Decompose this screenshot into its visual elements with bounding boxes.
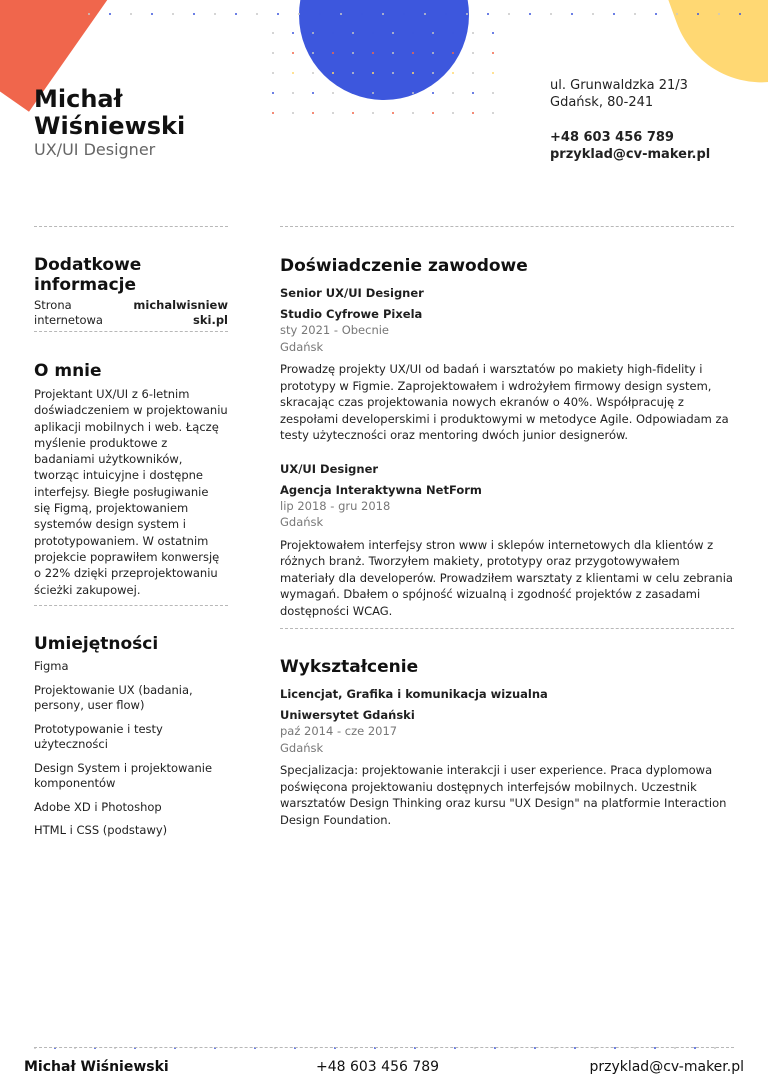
divider [34, 331, 228, 332]
footer-divider [34, 1047, 734, 1048]
decorative-dot [392, 32, 394, 34]
experience-section [280, 256, 734, 619]
education-section [280, 657, 734, 828]
decorative-dot [452, 92, 454, 94]
decorative-dot [718, 13, 720, 15]
decorative-dot [372, 32, 374, 34]
decorative-dot [312, 72, 314, 74]
decorative-dot [235, 13, 237, 15]
about-text: Projektant UX/UI z 6-letnim doświadczeniem w projektowaniu aplikacji mobilnych i web. Łączę myślenie produktowe z badaniami użytkowników, tworząc intuicyjne i dostępne interfejsy. Biegłe posługiwanie się Figmą, projektowaniem systemów design system i prototypowaniem. W ostatnim projekcie poprawiłem konwersję o 22% dzięki przeprojektowaniu ścieżki zakupowej. [34, 387, 228, 597]
decorative-dot [392, 92, 394, 94]
job-entry [280, 461, 734, 620]
decorative-dot [372, 112, 374, 114]
decorative-dot [256, 13, 258, 15]
job-description: Projektowałem interfejsy stron www i sklepów internetowych dla klientów z różnych branż. Tworzyłem makiety, prototypy oraz przygotowywałem materiały dla developerów. Prowadziłem warsztaty z klientami w celu zebrania wymagań. Dbałem o spójność wizualną i zgodność projektów z zasadami dostępności WCAG. [280, 537, 733, 618]
decorative-dot [529, 13, 531, 15]
decorative-dot [412, 112, 414, 114]
decorative-dot [292, 72, 294, 74]
decorative-dot [272, 52, 274, 54]
decorative-dot [272, 92, 274, 94]
job-description: Prowadzę projekty UX/UI od badań i warsztatów po makiety high-fidelity i prototypy w Figmie. Zaprojektowałem i wdrożyłem firmowy design system, skracając czas projektowania nowych ekranów o 40%. Współpracuję z zespołami developerskimi i produktowymi w metodyce Agile. Odpowiadam za testy użyteczności oraz mentoring dwóch junior designerów. [280, 362, 729, 442]
website-row [34, 298, 228, 328]
skill-item: Projektowanie UX (badania, persony, user flow) [34, 682, 193, 712]
website-link[interactable]: michalwisniewski.pl [133, 298, 228, 327]
footer-email: przyklad@cv-maker.pl [589, 1059, 744, 1075]
education-description: Specjalizacja: projektowanie interakcji i user experience. Praca dyplomowa poświęcona projektowaniu dostępnych interfejsów mobilnych. Uczestnik warsztatów Design Thinking oraz kursu "UX Design" na platformie Interaction Design Foundation. [280, 763, 727, 827]
decorative-dot [130, 13, 132, 15]
decorative-dot [424, 13, 426, 15]
education-entry [280, 686, 734, 828]
skill-item: HTML i CSS (podstawy) [34, 823, 168, 837]
decorative-dot [172, 13, 174, 15]
decorative-dot [352, 72, 354, 74]
decorative-dot [312, 32, 314, 34]
decorative-dot [277, 13, 279, 15]
decorative-dot [613, 13, 615, 15]
decorative-dot [403, 13, 405, 15]
decorative-dot [492, 52, 494, 54]
skills-section [34, 634, 228, 839]
decorative-dot [452, 52, 454, 54]
decorative-dot [655, 13, 657, 15]
footer-phone: +48 603 456 789 [316, 1059, 440, 1075]
section-heading: Doświadczenie zawodowe [280, 256, 528, 276]
decorative-dot [332, 52, 334, 54]
job-company: Agencja Interaktywna NetForm [280, 482, 482, 497]
decorative-dot [432, 72, 434, 74]
job-role: UX/UI Designer [280, 461, 379, 476]
skill-item: Adobe XD i Photoshop [34, 799, 162, 814]
decorative-dot [550, 13, 552, 15]
decorative-dot [466, 13, 468, 15]
decorative-dot [292, 52, 294, 54]
skill-item: Figma [34, 659, 69, 673]
section-heading: Wykształcenie [280, 657, 419, 677]
decorative-dot [372, 52, 374, 54]
decorative-dot [432, 32, 434, 34]
decorative-dot [332, 32, 334, 34]
decorative-dot [352, 92, 354, 94]
divider [280, 226, 734, 227]
address-line-1: ul. Grunwaldzka 21/3 [550, 78, 688, 93]
footer-name: Michał Wiśniewski [24, 1059, 169, 1075]
decorative-dot [412, 32, 414, 34]
decorative-dot [432, 52, 434, 54]
education-degree: Licencjat, Grafika i komunikacja wizualna [280, 687, 548, 701]
decorative-dot [298, 13, 300, 15]
decorative-dot [292, 32, 294, 34]
decorative-dot [492, 72, 494, 74]
decorative-dot [697, 13, 699, 15]
decorative-dot [312, 52, 314, 54]
decorative-dot [392, 72, 394, 74]
decorative-dot [472, 72, 474, 74]
decorative-dot [88, 13, 90, 15]
email: przyklad@cv-maker.pl [550, 147, 711, 162]
contact-block [550, 77, 710, 163]
decorative-dot [634, 13, 636, 15]
skill-item: Prototypowanie i testy użyteczności [34, 721, 163, 751]
last-name: Wiśniewski [34, 112, 186, 140]
about-section [34, 361, 228, 598]
decorative-dot [272, 32, 274, 34]
decorative-dot [392, 112, 394, 114]
decorative-dot [382, 13, 384, 15]
website-label: Strona internetowa [34, 298, 103, 327]
skills-list [34, 659, 228, 839]
first-name: Michał [34, 85, 123, 113]
decorative-dot [332, 92, 334, 94]
decorative-dot [487, 13, 489, 15]
decorative-dot [492, 32, 494, 34]
decorative-dot [412, 52, 414, 54]
decorative-dot [352, 52, 354, 54]
decorative-dot [292, 112, 294, 114]
decorative-dot [412, 72, 414, 74]
decorative-dot [319, 13, 321, 15]
address-line-2: Gdańsk, 80-241 [550, 95, 654, 110]
decorative-dot [508, 13, 510, 15]
decorative-dot [676, 13, 678, 15]
education-school: Uniwersytet Gdański [280, 708, 415, 722]
section-heading: Dodatkowe informacje [34, 255, 142, 295]
decorative-dot [292, 92, 294, 94]
decorative-dot [445, 13, 447, 15]
divider [34, 605, 228, 606]
decorative-dot [392, 52, 394, 54]
decorative-dot [109, 13, 111, 15]
decorative-dot [372, 92, 374, 94]
decorative-dot [472, 92, 474, 94]
decorative-dot [352, 112, 354, 114]
decorative-dot [332, 112, 334, 114]
decorative-dot [432, 112, 434, 114]
decorative-dot [571, 13, 573, 15]
decorative-dot [412, 92, 414, 94]
section-heading: O mnie [34, 361, 102, 381]
divider [280, 628, 734, 629]
decorative-dot [372, 72, 374, 74]
job-role: Senior UX/UI Designer [280, 286, 424, 300]
job-location: Gdańsk [280, 515, 324, 529]
decorative-dot [432, 92, 434, 94]
decorative-dot [312, 112, 314, 114]
job-dates: lip 2018 - gru 2018 [280, 498, 391, 513]
job-entry [280, 285, 734, 444]
decorative-dot [214, 13, 216, 15]
decorative-dot [492, 112, 494, 114]
decorative-dot [312, 92, 314, 94]
decorative-dot [472, 52, 474, 54]
decorative-dot [472, 32, 474, 34]
decorative-dot [151, 13, 153, 15]
additional-info-section [34, 255, 228, 328]
education-location: Gdańsk [280, 740, 324, 755]
divider [34, 226, 228, 227]
decorative-dot [739, 13, 741, 15]
decorative-dot [452, 112, 454, 114]
decorative-dot [352, 32, 354, 34]
section-heading: Umiejętności [34, 634, 159, 654]
decorative-blue-circle [299, 0, 469, 100]
decorative-dot [340, 13, 342, 15]
job-location: Gdańsk [280, 339, 324, 354]
education-dates: paź 2014 - cze 2017 [280, 724, 398, 738]
job-dates: sty 2021 - Obecnie [280, 323, 389, 337]
decorative-dot [592, 13, 594, 15]
decorative-dot [472, 112, 474, 114]
decorative-dot [452, 72, 454, 74]
decorative-dot [272, 72, 274, 74]
decorative-dot [272, 112, 274, 114]
decorative-dot [332, 72, 334, 74]
skill-item: Design System i projektowanie komponentów [34, 760, 213, 790]
job-title: UX/UI Designer [34, 140, 156, 159]
phone: +48 603 456 789 [550, 130, 674, 145]
job-company: Studio Cyfrowe Pixela [280, 307, 423, 321]
candidate-name [34, 86, 185, 140]
decorative-dot [361, 13, 363, 15]
decorative-dot [193, 13, 195, 15]
decorative-dot [452, 32, 454, 34]
decorative-dot [492, 92, 494, 94]
